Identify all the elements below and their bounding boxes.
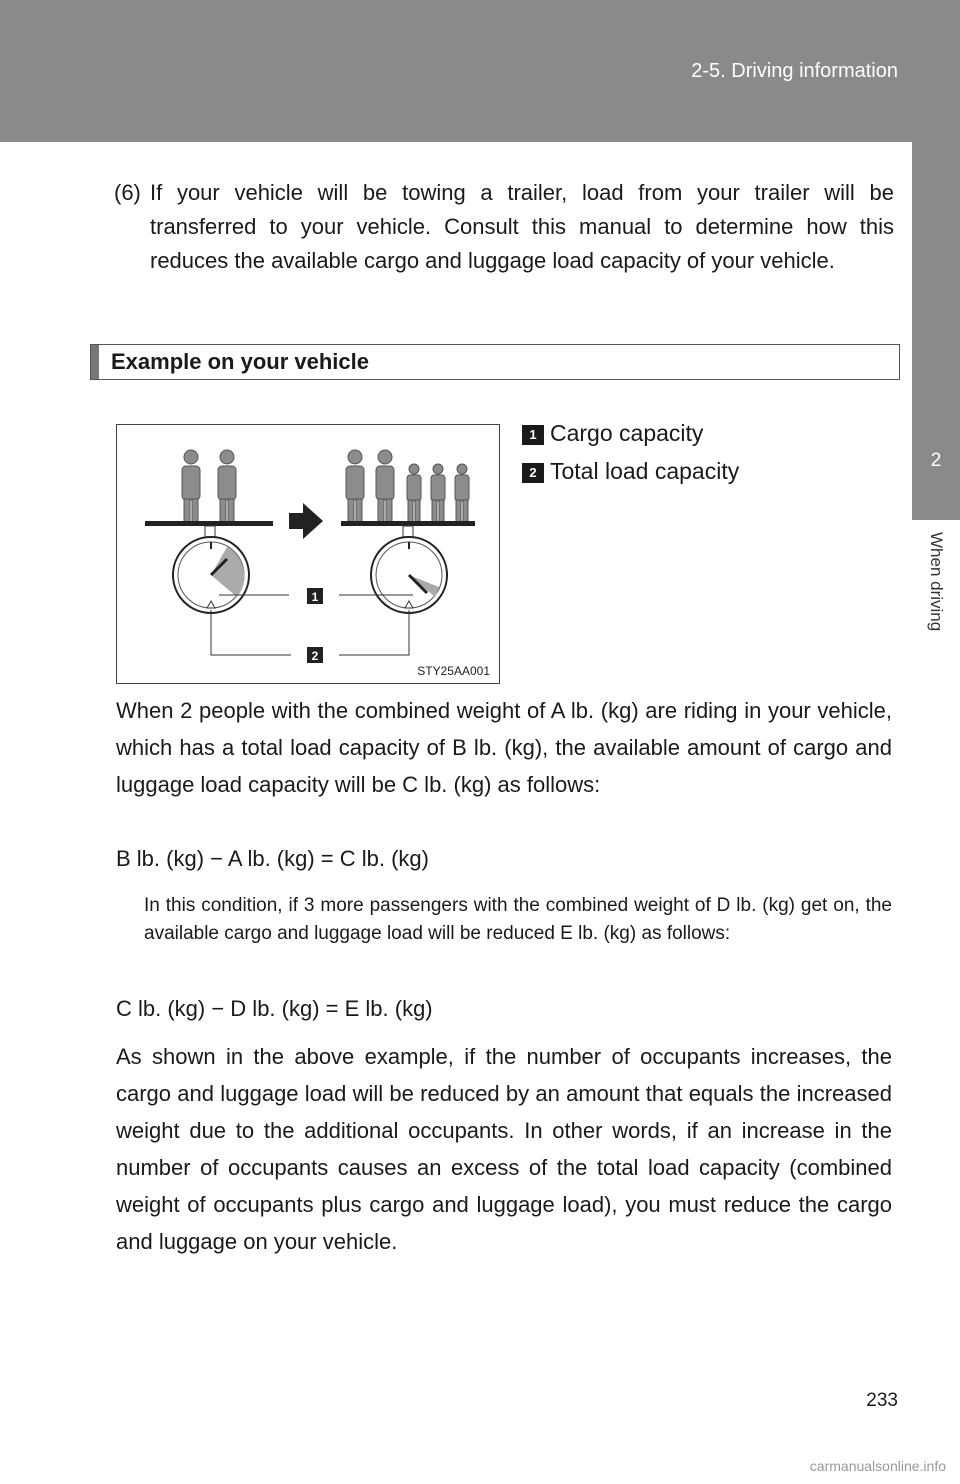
person-icon [376, 450, 394, 523]
legend-label: Cargo capacity [550, 420, 704, 446]
gauge-icon [173, 537, 249, 613]
illustration-svg [117, 425, 499, 683]
person-icon [218, 450, 236, 523]
body-paragraph-2: As shown in the above example, if the number of occupants increases, the cargo and luggage load will be reduced by an amount that equals the increased weight due to the additional occupants. In other words, if an increase in the number of occupants causes an excess of the total load capacity (combined weight of occupants plus cargo and luggage load), you must reduce the cargo and luggage on your vehicle. [116, 1044, 892, 1254]
child-icon [431, 464, 445, 522]
chapter-tab [912, 142, 960, 520]
page-header [0, 0, 960, 142]
list-item-number: (6) [114, 180, 141, 205]
note-paragraph: In this condition, if 3 more passengers with the combined weight of D lb. (kg) get on, the available cargo and luggage load will be reduced E lb. (kg) as follows: [144, 895, 892, 944]
figure-code: STY25AA001 [417, 664, 490, 678]
list-item-6 [114, 176, 894, 278]
watermark: carmanualsonline.info [809, 1458, 946, 1474]
chapter-number: 2 [930, 450, 942, 471]
callout-1-label: 1 [311, 590, 319, 604]
legend-item [522, 414, 739, 452]
child-icon [455, 464, 469, 522]
load-capacity-illustration [116, 424, 500, 684]
legend-number-box: 2 [522, 463, 544, 483]
person-icon [182, 450, 200, 523]
gauge-icon [371, 537, 447, 613]
child-icon [407, 464, 421, 522]
right-arrow-icon [289, 503, 323, 539]
figure-legend [522, 414, 739, 490]
chapter-label-text: When driving [927, 532, 946, 632]
legend-item [522, 452, 739, 490]
formula-2: C lb. (kg) − D lb. (kg) = E lb. (kg) [116, 996, 433, 1021]
section-heading-marker [91, 345, 99, 379]
legend-number-box: 1 [522, 425, 544, 445]
list-item-text: If your vehicle will be towing a trailer, load from your trailer will be transferred to your vehicle. Consult this manual to determine how this reduces the available cargo and luggage load capacity of your vehicle. [150, 180, 894, 273]
section-heading-title: Example on your vehicle [111, 349, 369, 374]
section-heading [90, 344, 900, 380]
legend-label: Total load capacity [550, 458, 740, 484]
chapter-label [912, 520, 960, 670]
body-paragraph-1: When 2 people with the combined weight of A lb. (kg) are riding in your vehicle, which has a total load capacity of B lb. (kg), the available amount of cargo and luggage load capacity will be C lb. (kg) as follows: [116, 698, 892, 797]
header-section-title: 2-5. Driving information [691, 60, 898, 82]
page-number: 233 [866, 1390, 898, 1411]
formula-1: B lb. (kg) − A lb. (kg) = C lb. (kg) [116, 846, 429, 871]
callout-2-label: 2 [311, 649, 319, 663]
person-icon [346, 450, 364, 523]
